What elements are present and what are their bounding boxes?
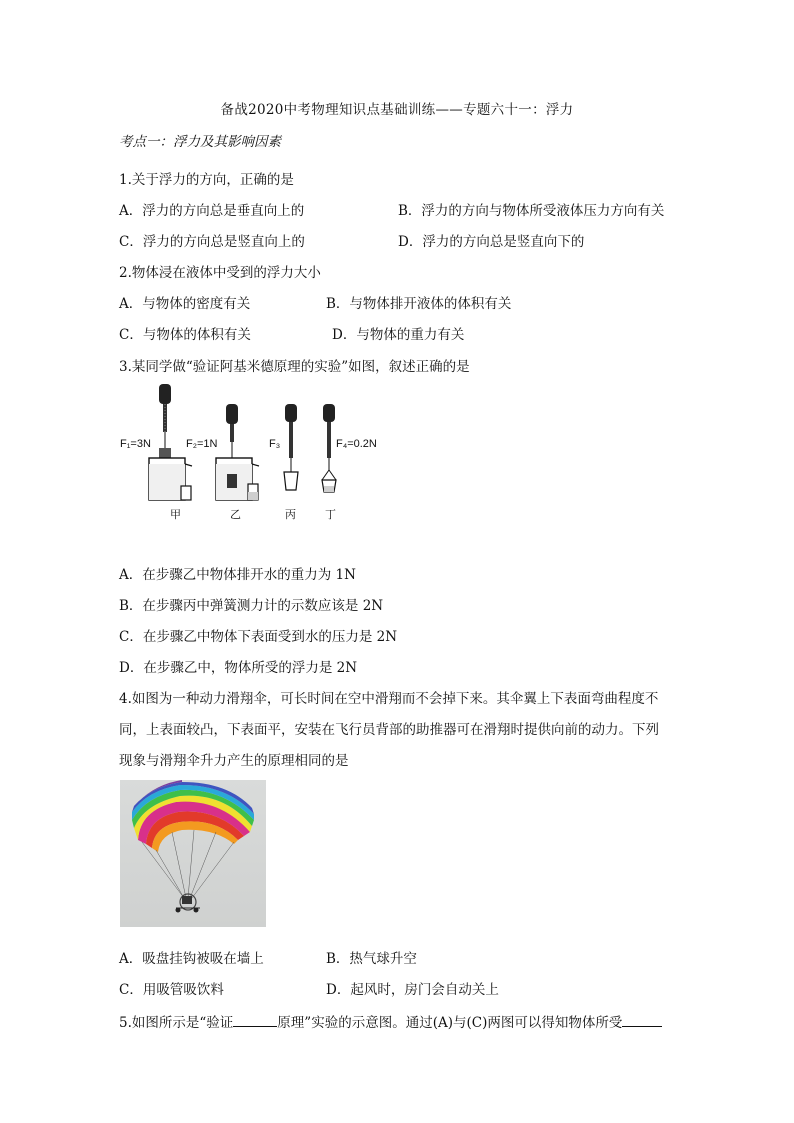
- question-3-option-c: C．在步骤乙中物体下表面受到水的压力是 2N: [119, 629, 398, 645]
- step-ding-apparatus: [322, 404, 336, 492]
- question-5-line-1: [119, 1011, 662, 1031]
- label-f3: F₃: [269, 438, 281, 450]
- question-3-stem: 3.某同学做“验证阿基米德原理的实验”如图，叙述正确的是: [119, 359, 470, 375]
- label-f2: F₂=1N: [186, 438, 218, 450]
- question-3-option-a: A．在步骤乙中物体排开水的重力为 1N: [119, 567, 356, 583]
- question-4-line-1: 4.如图为一种动力滑翔伞，可长时间在空中滑翔而不会掉下来。其伞翼上下表面弯曲程度不: [119, 691, 659, 707]
- question-4-line-3: 现象与滑翔伞升力产生的原理相同的是: [119, 753, 349, 769]
- document-title: 备战2020中考物理知识点基础训练——专题六十一：浮力: [220, 102, 574, 118]
- question-2-option-a: A．与物体的密度有关: [119, 296, 251, 312]
- section-heading: 考点一：浮力及其影响因素: [119, 134, 281, 150]
- label-f4: F₄=0.2N: [336, 438, 377, 450]
- step-bing-apparatus: [284, 404, 298, 490]
- question-1-option-c: C．浮力的方向总是竖直向上的: [119, 234, 305, 250]
- archimedes-experiment-figure: [118, 380, 408, 525]
- question-2-option-b: B．与物体排开液体的体积有关: [326, 296, 512, 312]
- question-4-option-a: A．吸盘挂钩被吸在墙上: [119, 951, 264, 967]
- step-yi-apparatus: [216, 404, 259, 500]
- label-step-jia: 甲: [170, 509, 181, 521]
- question-3-option-d: D．在步骤乙中，物体所受的浮力是 2N: [119, 660, 358, 676]
- paraglider-illustration: [120, 780, 266, 927]
- question-4-option-b: B．热气球升空: [326, 951, 417, 967]
- label-f1: F₁=3N: [120, 438, 151, 450]
- answer-blank-2: [622, 1014, 662, 1027]
- question-4-option-d: D．起风时，房门会自动关上: [326, 982, 499, 998]
- question-2-option-c: C．与物体的体积有关: [119, 327, 251, 343]
- question-3-option-b: B．在步骤丙中弹簧测力计的示数应该是 2N: [119, 598, 384, 614]
- question-4-option-c: C．用吸管吸饮料: [119, 982, 224, 998]
- question-4-line-2: 同，上表面较凸，下表面平，安装在飞行员背部的助推器可在滑翔时提供向前的动力。下列: [119, 722, 659, 738]
- paraglider-photo: [120, 780, 266, 927]
- question-1-option-a: A．浮力的方向总是垂直向上的: [119, 203, 305, 219]
- label-step-ding: 丁: [325, 509, 336, 521]
- question-5-text-2: 原理”实验的示意图。通过(A)与(C)两图可以得知物体所受: [277, 1015, 623, 1031]
- answer-blank-1: [233, 1014, 277, 1027]
- question-1-option-b: B．浮力的方向与物体所受液体压力方向有关: [398, 203, 665, 219]
- question-1-option-d: D．浮力的方向总是竖直向下的: [398, 234, 585, 250]
- question-2-stem: 2.物体浸在液体中受到的浮力大小: [119, 265, 321, 281]
- question-1-stem: 1.关于浮力的方向，正确的是: [119, 172, 294, 188]
- label-step-bing: 丙: [285, 509, 296, 521]
- label-step-yi: 乙: [230, 509, 241, 521]
- question-5-text-1: 5.如图所示是“验证: [119, 1015, 234, 1031]
- question-2-option-d: D．与物体的重力有关: [332, 327, 465, 343]
